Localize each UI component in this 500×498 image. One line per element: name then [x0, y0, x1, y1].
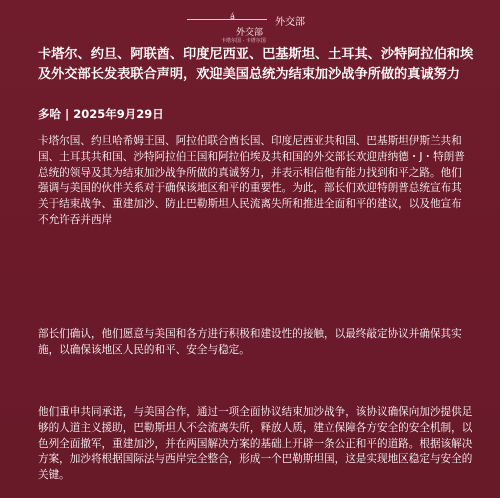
statement-paragraph: 卡塔尔国、约旦哈希姆王国、阿拉伯联合酋长国、印度尼西亚共和国、巴基斯坦伊斯兰共和国、土耳其共和国、沙特阿拉伯王国和阿拉伯埃及共和国的外交部长欢迎唐纳德・J・特朗普总统的领导及其为结束加沙战争所做的真诚努力，并表示相信他有能力找到和平之路。他们强调与美国的伙伴关系对于确保该地区和平的重要性。为此，部长们欢迎特朗普总统宣布其关于结束战争、重建加沙、防止巴勒斯坦人民流离失所和推进全面和平的建议，以及他宣布不允许吞并西岸 [38, 135, 465, 226]
statement-paragraph: 他们重申共同承诺，与美国合作，通过一项全面协议结束加沙战争，该协议确保向加沙提供足够的人道主义援助，巴勒斯坦人不会流离失所，释放人质，建立保障各方安全的安全机制，以色列全面撤军，重建加沙，并在两国解决方案的基础上开辟一条公正和平的道路。根据该解决方案，加沙将根据国际法与西岸完全整合，形成一个巴勒斯坦国，这是实现地区稳定与安全的关键。 [38, 406, 473, 482]
logo-subtitle: 外交部 [236, 28, 264, 38]
logo-caption: 卡塔尔国 · 卡塔尔国 [221, 38, 266, 44]
logo-emblem-icon: á [230, 12, 235, 21]
statement-dateline: 多哈 | 2025年9月29日 [38, 107, 164, 121]
statement-paragraph: 部长们确认，他们愿意与美国和各方进行积极和建设性的接触，以最终敲定协议并确保其实施，以确保该地区人民的和平、安全与稳定。 [38, 328, 462, 356]
ministry-logo-header [0, 4, 500, 44]
logo-divider-line [187, 19, 267, 20]
logo-title: 外交部 [275, 17, 305, 28]
statement-headline: 卡塔尔、约旦、阿联酋、印度尼西亚、巴基斯坦、土耳其、沙特阿拉伯和埃及外交部长发表联合声明，欢迎美国总统为结束加沙战争所做的真诚努力 [38, 47, 474, 82]
